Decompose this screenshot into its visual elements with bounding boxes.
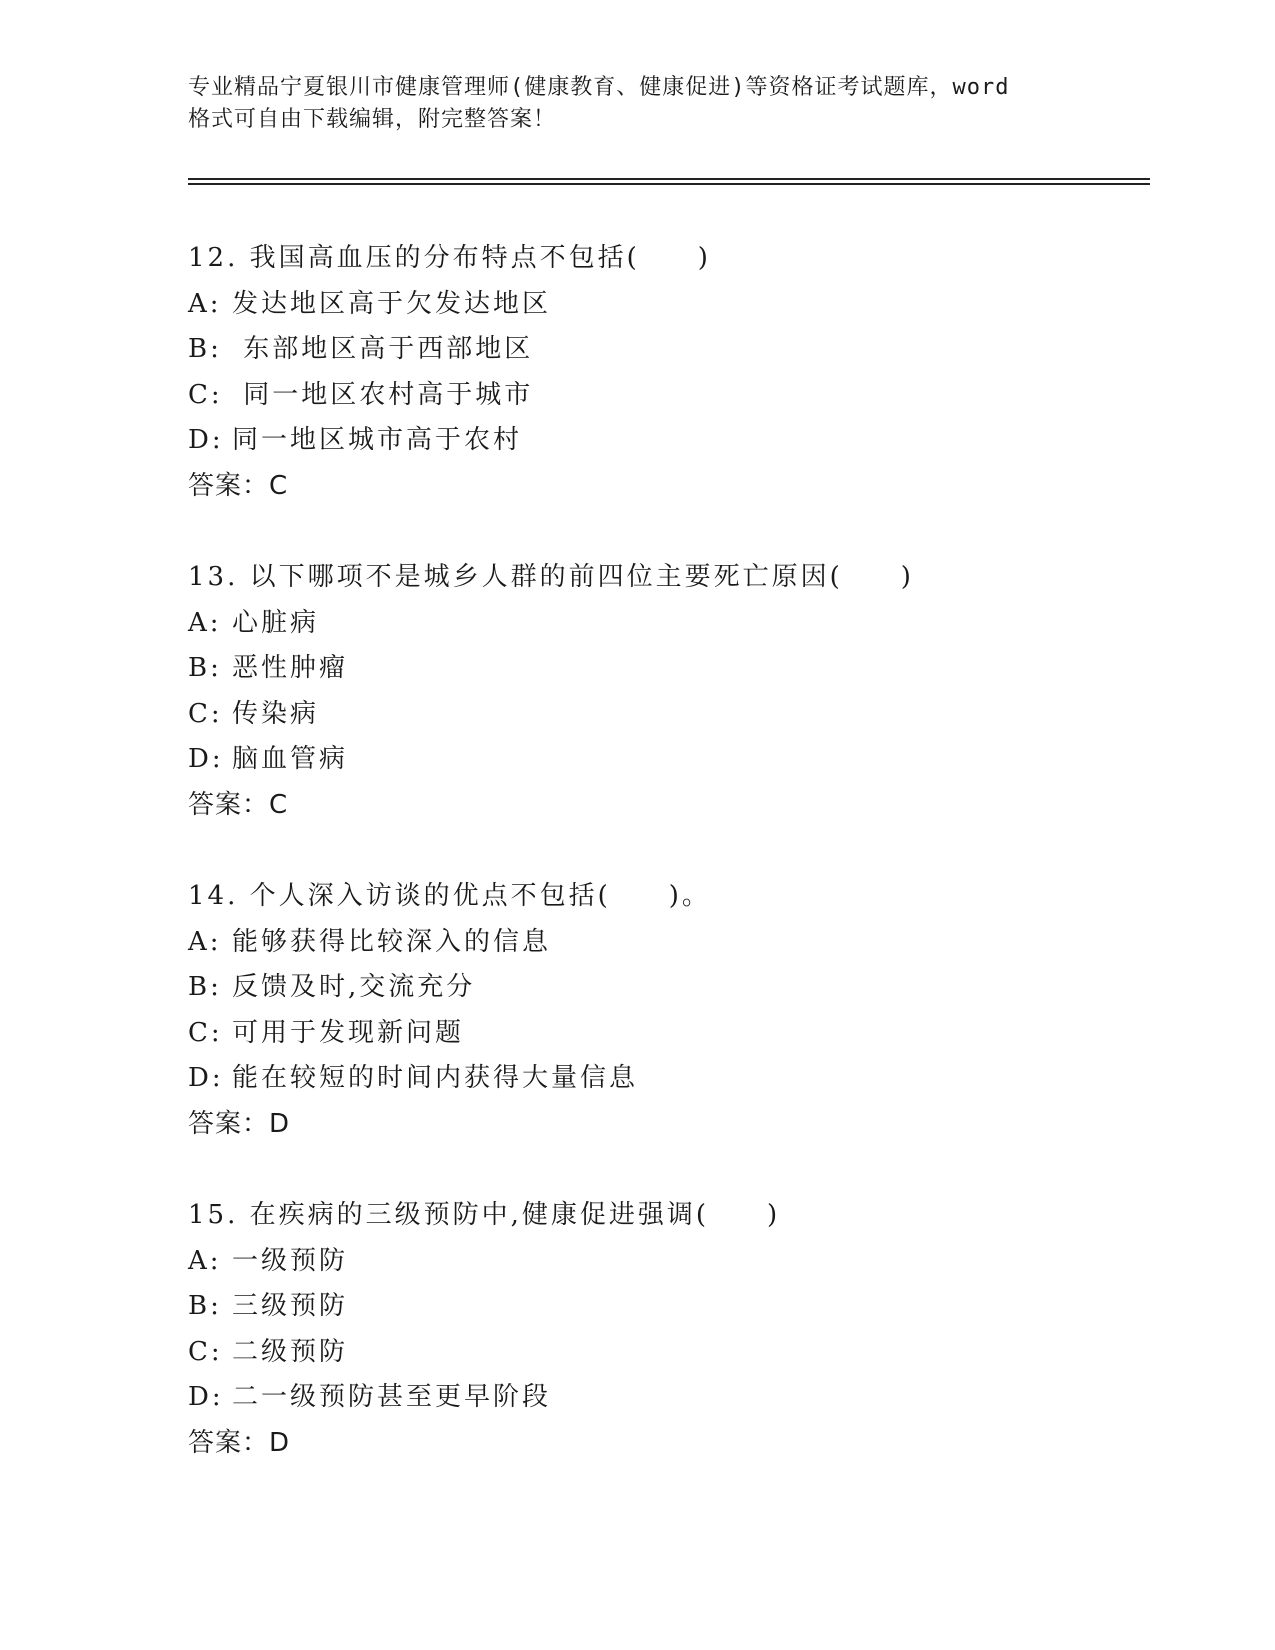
option-text: 恶性肿瘤	[232, 653, 349, 684]
option-b	[188, 646, 1148, 692]
option-c	[188, 373, 1148, 419]
option-letter: C:	[188, 1017, 223, 1048]
option-letter: B:	[188, 1291, 222, 1322]
option-text: 发达地区高于欠发达地区	[232, 288, 552, 319]
option-letter: D:	[188, 1382, 224, 1413]
question-15	[188, 1193, 1148, 1467]
question-stem: 14. 个人深入访谈的优点不包括( )。	[188, 881, 711, 911]
option-a	[188, 601, 1148, 647]
option-letter: D:	[188, 1063, 224, 1094]
option-text: 同一地区城市高于农村	[232, 425, 523, 456]
document-header	[188, 72, 1068, 136]
option-text: 二级预防	[232, 1336, 349, 1367]
question-stem: 13. 以下哪项不是城乡人群的前四位主要死亡原因( )	[188, 562, 914, 592]
question-14	[188, 874, 1148, 1148]
question-stem: 12. 我国高血压的分布特点不包括( )	[188, 243, 711, 273]
option-letter: D:	[188, 744, 224, 775]
answer-line: 答案：D	[188, 1427, 291, 1458]
option-letter: C:	[188, 1336, 223, 1367]
option-letter: A:	[188, 1245, 222, 1276]
option-d	[188, 1375, 1148, 1421]
option-text: 能够获得比较深入的信息	[232, 926, 552, 957]
question-12	[188, 236, 1148, 510]
answer-line: 答案：C	[188, 470, 289, 501]
option-text: 一级预防	[232, 1245, 349, 1276]
option-c	[188, 692, 1148, 738]
option-a	[188, 920, 1148, 966]
option-letter: A:	[188, 288, 222, 319]
option-letter: C:	[188, 379, 223, 410]
answer-line: 答案：C	[188, 789, 289, 820]
option-text: 传染病	[232, 698, 320, 729]
option-text: 可用于发现新问题	[232, 1017, 465, 1048]
answer-line: 答案：D	[188, 1108, 291, 1139]
option-letter: B:	[188, 653, 222, 684]
option-text: 心脏病	[232, 607, 320, 638]
option-letter: A:	[188, 607, 222, 638]
question-13	[188, 555, 1148, 829]
option-b	[188, 327, 1148, 373]
option-d	[188, 418, 1148, 464]
option-text: 东部地区高于西部地区	[232, 334, 534, 365]
option-b	[188, 965, 1148, 1011]
option-letter: B:	[188, 972, 222, 1003]
option-text: 反馈及时,交流充分	[232, 972, 476, 1003]
header-line-2: 格式可自由下载编辑，附完整答案！	[188, 107, 557, 132]
option-a	[188, 282, 1148, 328]
header-divider-bottom	[188, 183, 1150, 185]
option-d	[188, 737, 1148, 783]
header-line-1: 专业精品宁夏银川市健康管理师(健康教育、健康促进)等资格证考试题库，word	[188, 75, 1010, 100]
option-text: 二一级预防甚至更早阶段	[232, 1382, 552, 1413]
option-text: 脑血管病	[232, 744, 349, 775]
option-letter: C:	[188, 698, 223, 729]
option-text: 三级预防	[232, 1291, 349, 1322]
option-letter: A:	[188, 926, 222, 957]
header-divider-top	[188, 178, 1150, 180]
option-text: 能在较短的时间内获得大量信息	[232, 1063, 639, 1094]
option-a	[188, 1239, 1148, 1285]
option-letter: B:	[188, 334, 222, 365]
option-d	[188, 1056, 1148, 1102]
option-b	[188, 1284, 1148, 1330]
option-letter: D:	[188, 425, 224, 456]
option-c	[188, 1330, 1148, 1376]
question-stem: 15. 在疾病的三级预防中,健康促进强调( )	[188, 1200, 781, 1230]
option-text: 同一地区农村高于城市	[232, 379, 534, 410]
option-c	[188, 1011, 1148, 1057]
